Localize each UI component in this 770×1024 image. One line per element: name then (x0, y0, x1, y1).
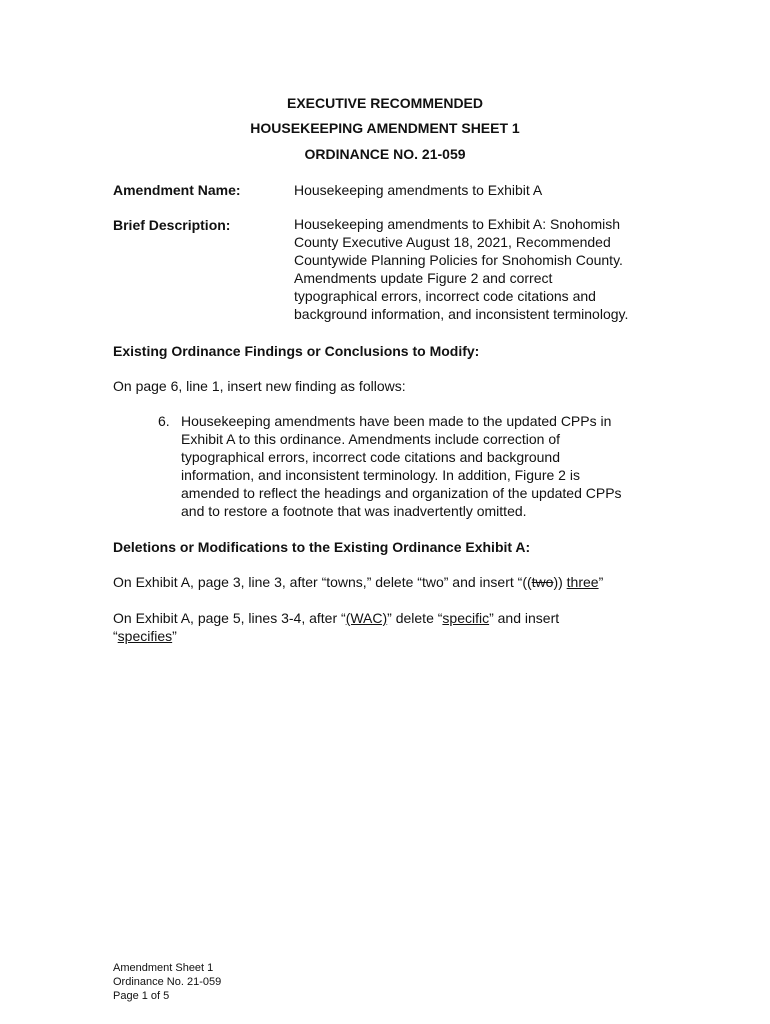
mod2-text: ” delete “ (387, 610, 443, 626)
mod1-text: )) (553, 574, 567, 590)
finding-line: amended to reflect the headings and organization of the updated CPPs (181, 485, 622, 501)
mod2-text: ” and insert (489, 610, 560, 626)
finding-line: and to restore a footnote that was inadvertently omitted. (181, 503, 527, 519)
findings-intro: On page 6, line 1, insert new finding as follows: (113, 378, 406, 394)
brief-description-label: Brief Description: (113, 217, 231, 233)
mod2-text: On Exhibit A, page 5, lines 3-4, after “ (113, 610, 346, 626)
mod1-text: On Exhibit A, page 3, line 3, after “towns,” delete “two” and insert “(( (113, 574, 532, 590)
description-line: typographical errors, incorrect code citations and (294, 288, 596, 304)
findings-heading: Existing Ordinance Findings or Conclusions to Modify: (113, 343, 480, 359)
finding-line: Exhibit A to this ordinance. Amendments include correction of (181, 431, 560, 447)
underlined-text: (WAC) (345, 610, 388, 626)
page-footer (113, 961, 221, 1003)
finding-item-number: 6. (158, 413, 170, 429)
description-line: County Executive August 18, 2021, Recommended (294, 234, 611, 250)
footer-line: Amendment Sheet 1 (113, 962, 214, 974)
description-line: Countywide Planning Policies for Snohomish County. (294, 252, 623, 268)
inserted-text: three (566, 574, 599, 590)
finding-item-text (181, 412, 661, 520)
underlined-text: specific (442, 610, 490, 626)
mod2-text: ” (172, 628, 177, 644)
modification-1 (113, 574, 603, 590)
finding-line: Housekeeping amendments have been made to the updated CPPs in (181, 413, 612, 429)
deletions-heading: Deletions or Modifications to the Existing Ordinance Exhibit A: (113, 539, 531, 555)
header-ordinance-number: ORDINANCE NO. 21-059 (304, 146, 466, 162)
header-title-line1: EXECUTIVE RECOMMENDED (286, 95, 484, 111)
brief-description-text (294, 215, 666, 323)
footer-page-number: Page 1 of 5 (113, 990, 170, 1002)
amendment-name-value: Housekeeping amendments to Exhibit A (294, 182, 543, 198)
mod2-text: “ (113, 628, 118, 644)
description-line: Amendments update Figure 2 and correct (294, 270, 553, 286)
footer-line: Ordinance No. 21-059 (113, 976, 222, 988)
description-line: background information, and inconsistent terminology. (294, 306, 629, 322)
inserted-text: specifies (117, 628, 173, 644)
description-line: Housekeeping amendments to Exhibit A: Snohomish (294, 216, 621, 232)
finding-line: typographical errors, incorrect code citations and background (181, 449, 560, 465)
amendment-name-label: Amendment Name: (113, 182, 241, 198)
struck-text: two (531, 574, 554, 590)
modification-2 (113, 609, 559, 645)
header-title-line2: HOUSEKEEPING AMENDMENT SHEET 1 (250, 120, 520, 136)
mod1-text: ” (598, 574, 604, 590)
finding-line: information, and inconsistent terminology. In addition, Figure 2 is (181, 467, 580, 483)
